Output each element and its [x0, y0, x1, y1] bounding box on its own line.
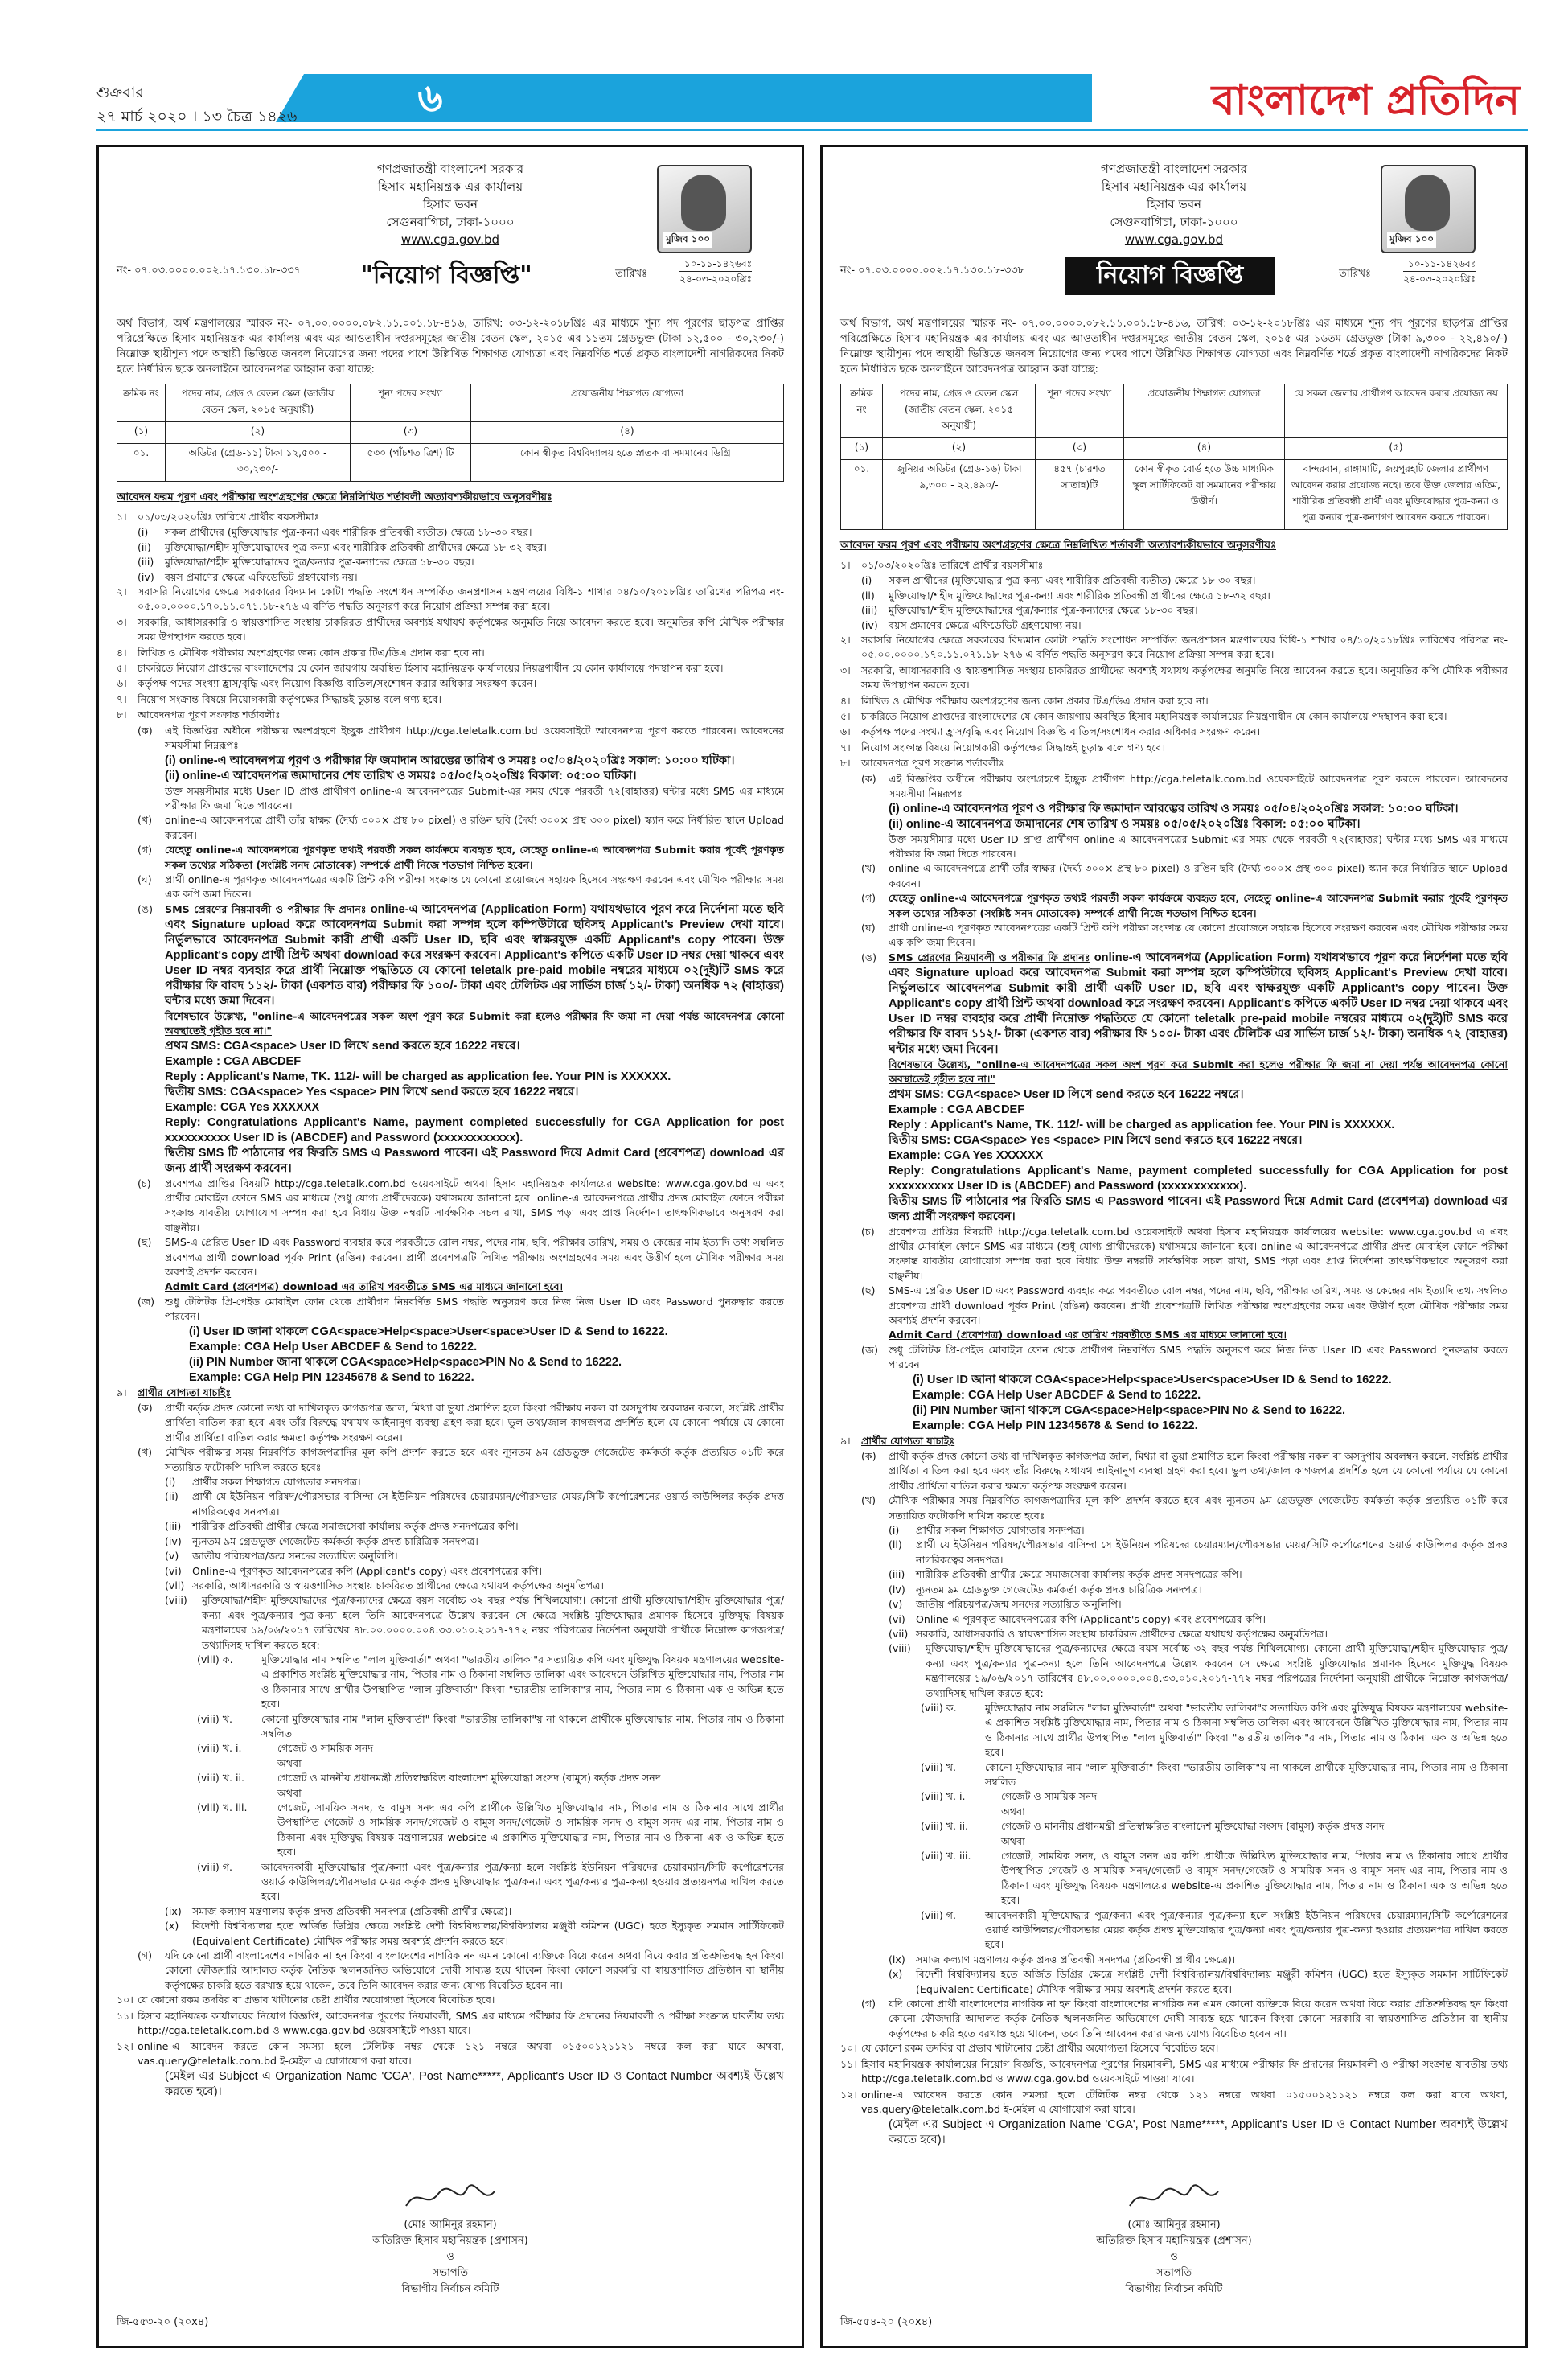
- date-bangla: ১০-১১-১৪২৬বঃ: [679, 257, 752, 272]
- list-item: (viii) খ. ii. গেজেট ও মাননীয় প্রধানমন্ত্রী প্রতিস্বাক্ষরিত বাংলাদেশ মুক্তিযোদ্ধা সংসদ (বামুস) কর্তৃক প্রদত্ত সনদ: [197, 1772, 661, 1785]
- list-item: (v) জাতীয় পরিচয়পত্র/জন্ম সনদের সত্যায়িত অনুলিপি।: [165, 1550, 398, 1563]
- memo-number: নং- ০৭.০৩.০০০০.০০২.১৭.১৩০.১৮-৩৩৮: [840, 265, 1025, 277]
- list-item: অথবা: [1001, 1834, 1025, 1847]
- office-name: হিসাব মহানিয়ন্ত্রক এর কার্যালয়: [1101, 179, 1247, 194]
- list-item: (ix) সমাজ কল্যাণ মন্ত্রণালয় কর্তৃক প্রদত্ত প্রতিবন্ধী সনদপত্র (প্রতিবন্ধী প্রার্থীর ক্ষেত্রে)।: [165, 1904, 512, 1917]
- table-header-row: [841, 384, 1508, 438]
- list-item: (ঘ) প্রার্থী online-এ পূরণকৃত আবেদনপত্রের একটি প্রিন্ট কপি পরীক্ষা সংক্রান্ত যে কোনো প্রয়োজনে সহায়ক হিসেবে সংরক্ষণ করবেন এবং মৌখিক পরীক্ষার সময় এক কপি জমা দিবেন।: [138, 873, 784, 901]
- conditions-list: [117, 510, 784, 2100]
- list-item: ১২। online-এ আবেদন করতে কোন সমস্যা হলে টেলিটক নম্বর থেকে ১২১ নম্বরে অথবা ০১৫০০১২১১২১ নম্বরে কল করা যাবে অথবা, vas.query@teletalk.com.bd ই-মেইল এ যোগাযোগ করা যাবে।: [840, 2088, 1508, 2115]
- sms-instruction: Example: CGA Yes XXXXXX: [889, 1148, 1044, 1162]
- list-item: (viii) খ. কোনো মুক্তিযোদ্ধার নাম "লাল মুক্তিবার্তা" কিংবা "ভারতীয় তালিকা"য় না থাকলে প্রার্থীকে মুক্তিযোদ্ধার নাম, পিতার নাম ও ঠিকানা সম্বলিত: [921, 1760, 1508, 1788]
- list-item: (viii) গ. আবেদনকারী মুক্তিযোদ্ধার পুত্র/কন্যা এবং পুত্র/কন্যার পুত্র/কন্যা হলে সংশ্লিষ্ট ইউনিয়ন পরিষদের চেয়ারম্যান/সিটি কর্পোরেশনের ওয়ার্ড কাউন্সিলর/পৌরসভার মেয়র কর্তৃক প্রদত্ত মুক্তিযোদ্ধার পুত্র/কন্যা এবং পুত্র/কন্যার পুত্র-কন্যা হওয়ার প্রত্যয়নপত্র দাখিল করতে হবে।: [197, 1860, 784, 1903]
- list-item: (ii) মুক্তিযোদ্ধা/শহীদ মুক্তিযোদ্ধাদের পুত্র-কন্যা এবং শারীরিক প্রতিবন্ধী প্রার্থীদের ক্ষেত্রে ১৮-৩২ বছর।: [861, 589, 1270, 602]
- table-index-row: [117, 422, 784, 444]
- list-item: ৩। সরকারি, আধাসরকারি ও স্বায়ত্তশাসিত সংস্থায় চাকরিরত প্রার্থীদের অবশ্যই যথাযথ কর্তৃপক্ষের অনুমতি নিয়ে আবেদন করতে হবে। অনুমতির কপি মৌখিক পরীক্ষার সময় উপস্থাপন করতে হবে।: [117, 615, 784, 643]
- list-item: (ii) online-এ আবেদনপত্র জমাদানের শেষ তারিখ ও সময়ঃ ০৫/০৫/২০২০খ্রিঃ বিকাল: ০৫:০০ ঘটিকা।: [165, 769, 637, 782]
- list-item: (vii) সরকারি, আধাসরকারি ও স্বায়ত্তশাসিত সংস্থায় চাকরিরত প্রার্থীদের ক্ষেত্রে যথাযথ কর্তৃপক্ষের অনুমতিপত্র।: [165, 1579, 604, 1592]
- list-item: (vi) Online-এ পূরণকৃত আবেদনপত্রের কপি (Applicant's copy) এবং প্রবেশপত্রের কপি।: [165, 1564, 543, 1577]
- office-website-link[interactable]: www.cga.gov.bd: [1124, 232, 1224, 247]
- list-item: (গ) যেহেতু online-এ আবেদনপত্রে পূরণকৃত তথ্যই পরবর্তী সকল কার্যক্রমে ব্যবহৃত হবে, সেহেতু online-এ আবেদনপত্র Submit করার পূর্বেই পূরণকৃত সকল তথ্যের সঠিকতা (সংশ্লিষ্ট সনদ মোতাবেক) সম্পর্কে প্রার্থী নিজে শতভাগ নিশ্চিত হবেন।: [138, 844, 784, 871]
- table-cell: অডিটর (গ্রেড-১১) টাকা ১২,৫০০ - ৩০,২৩০/-: [166, 444, 351, 482]
- table-index: (৪): [471, 422, 784, 444]
- list-item: (ঙ) SMS প্রেরণের নিয়মাবলী ও পরীক্ষার ফি প্রদানঃ online-এ আবেদনপত্র (Application Form) যথাযথভাবে পূরণ করে নির্দেশনা মতে ছবি এবং Signature upload করে আবেদনপত্র Submit করা সম্পন্ন হলে কম্পিউটারে ছবিসহ Applicant's Preview দেখা যাবে। নির্ভুলভাবে আবেদনপত্র Submit কারী প্রার্থী একটি User ID, ছবি এবং স্বাক্ষরযুক্ত একটি Applicant's copy পাবেন। উক্ত Applicant's copy প্রার্থী প্রিন্ট অথবা download করে সংরক্ষণ করবেন। Applicant's কপিতে একটি User ID নম্বর দেয়া থাকবে এবং User ID নম্বর ব্যবহার করে প্রার্থী নিম্নোক্ত পদ্ধতিতে যে কোনো teletalk pre-paid mobile নম্বরের মাধ্যমে ০২(দুই)টি SMS করে পরীক্ষার ফি বাবদ ১১২/- টাকা (একশত বার) পরীক্ষার ফি ১০০/- টাকা এবং টেলিটক এর সার্ভিস চার্জ ১২/- টাকা) অনধিক ৭২ (বাহাত্তর) ঘন্টার মধ্যে জমা দিবেন।: [861, 951, 1508, 1056]
- list-item: Admit Card (প্রবেশপত্র) download এর তারিখ পরবর্তীতে SMS এর মাধ্যমে জানানো হবে।: [889, 1329, 1287, 1341]
- date-gregorian: ২৪-০৩-২০২০খ্রিঃ: [1403, 273, 1476, 285]
- date-bangla: ১০-১১-১৪২৬বঃ: [1403, 257, 1476, 272]
- list-item: ১। ০১/০৩/২০২০খ্রিঃ তারিখে প্রার্থীর বয়সসীমাঃ: [840, 559, 1044, 571]
- office-website-link[interactable]: www.cga.gov.bd: [400, 232, 500, 247]
- posts-table: [840, 384, 1508, 530]
- sms-instruction: (i) User ID জানা থাকলে CGA<space>Help<space>User<space>User ID & Send to 16222.: [189, 1325, 668, 1338]
- list-item: ২। সরাসরি নিয়োগের ক্ষেত্রে সরকারের বিদ্যমান কোটা পদ্ধতি সংশোধন সম্পর্কিত জনপ্রশাসন মন্ত্রণালয়ের বিধি-১ শাখার ০৪/১০/২০১৮খ্রিঃ তারিখের পরিপত্র নং- ০৫.০০.০০০০.১৭০.১১.০৭১.১৮-২৭৬ এ বর্ণিত পদ্ধতি অনুসরণ করে নিয়োগ প্রক্রিয়া সম্পন্ন করা হবে।: [840, 634, 1508, 661]
- list-item: (viii) খ. i. গেজেট ও সাময়িক সনদ: [197, 1742, 374, 1755]
- list-item: ৭। নিয়োগ সংক্রান্ত বিষয়ে নিয়োগকারী কর্তৃপক্ষের সিদ্ধান্তই চূড়ান্ত বলে গণ্য হবে।: [840, 741, 1165, 754]
- list-item: (গ) যেহেতু online-এ আবেদনপত্রে পূরণকৃত তথ্যই পরবর্তী সকল কার্যক্রমে ব্যবহৃত হবে, সেহেতু online-এ আবেদনপত্র Submit করার পূর্বেই পূরণকৃত সকল তথ্যের সঠিকতা (সংশ্লিষ্ট সনদ মোতাবেক) সম্পর্কে প্রার্থী নিজে শতভাগ নিশ্চিত হবেন।: [861, 892, 1508, 919]
- list-item: ৮। আবেদনপত্র পূরণ সংক্রান্ত শর্তাবলীঃ: [117, 709, 281, 721]
- list-item: (জ) শুধু টেলিটক প্রি-পেইড মোবাইল ফোন থেকে প্রার্থীগণ নিম্নবর্ণিত SMS পদ্ধতি অনুসরণ করে নিজ নিজ User ID এবং Password পুনরুদ্ধার করতে পারবেন।: [138, 1295, 784, 1323]
- sms-instruction: (ii) PIN Number জানা থাকলে CGA<space>Help<space>PIN No & Send to 16222.: [913, 1403, 1346, 1417]
- list-item: (গ) যদি কোনো প্রার্থী বাংলাদেশের নাগরিক না হন কিংবা বাংলাদেশের নাগরিক নন এমন কোনো ব্যক্তিকে বিয়ে করেন অথবা বিয়ে করার প্রতিশ্রুতিবদ্ধ হন কিংবা কোনো ফৌজদারি আদালত কর্তৃক নৈতিক স্খলনজনিত অভিযোগে দোষী সাব্যস্ত হয়ে থাকেন কিংবা কোনো সরকারি বা স্বায়ত্তশাসিত প্রতিষ্ঠান বা স্থানীয় কর্তৃপক্ষের চাকরি হতে বরখাস্ত হয়ে থাকেন, তবে তিনি আবেদন করার জন্য যোগ্য বিবেচিত হবেন না।: [138, 1949, 784, 1991]
- date-label: তারিখঃ: [615, 268, 647, 280]
- sms-instruction: Example : CGA ABCDEF: [889, 1103, 1025, 1116]
- sms-instruction: Reply : Applicant's Name, TK. 112/- will be charged as application fee. Your PIN is XXXXXX.: [165, 1070, 671, 1083]
- list-item: ২। সরাসরি নিয়োগের ক্ষেত্রে সরকারের বিদ্যমান কোটা পদ্ধতি সংশোধন সম্পর্কিত জনপ্রশাসন মন্ত্রণালয়ের বিধি-১ শাখার ০৪/১০/২০১৮খ্রিঃ তারিখের পরিপত্র নং- ০৫.০০.০০০০.১৭০.১১.০৭১.১৮-২৭৬ এ বর্ণিত পদ্ধতি অনুসরণ করে নিয়োগ প্রক্রিয়া সম্পন্ন করা হবে।: [117, 585, 784, 613]
- list-item: (ক) প্রার্থী কর্তৃক প্রদত্ত কোনো তথ্য বা দাখিলকৃত কাগজপত্র জাল, মিথ্যা বা ভুয়া প্রমাণিত হলে কিংবা পরীক্ষায় নকল বা অসদুপায় অবলম্বন করলে, সংশ্লিষ্ট প্রার্থীর প্রার্থিতা বাতিল করা হবে এবং তাঁর বিরুদ্ধে যথাযথ আইনানুগ ব্যবস্থা গ্রহণ করা হবে। ভুল তথ্য/জাল কাগজপত্র প্রদর্শিত হলে যে কোনো পর্যায়ে যে কোনো প্রার্থীর প্রার্থিতা বাতিল করার ক্ষমতা কর্তৃপক্ষ সংরক্ষণ করেন।: [138, 1402, 784, 1444]
- list-item: (vii) সরকারি, আধাসরকারি ও স্বায়ত্তশাসিত সংস্থায় চাকরিরত প্রার্থীদের ক্ষেত্রে যথাযথ কর্তৃপক্ষের অনুমতিপত্র।: [889, 1627, 1328, 1640]
- signatory-committee: বিভাগীয় নির্বাচন কমিটি: [401, 2283, 499, 2295]
- office-location: সেগুনবাগিচা, ঢাকা-১০০০: [1110, 215, 1238, 229]
- table-cell: ০১.: [841, 460, 883, 530]
- list-item: (মেইল এর Subject এ Organization Name 'CGA', Post Name*****, Applicant's User ID ও Contact Number অবশ্যই উল্লেখ করতে হবে)।: [889, 2118, 1508, 2147]
- signature-block: [823, 2182, 1525, 2298]
- table-index: (৫): [1285, 438, 1508, 460]
- govt-name: গণপ্রজাতন্ত্রী বাংলাদেশ সরকার: [376, 162, 524, 176]
- list-item: ৭। নিয়োগ সংক্রান্ত বিষয়ে নিয়োগকারী কর্তৃপক্ষের সিদ্ধান্তই চূড়ান্ত বলে গণ্য হবে।: [117, 692, 441, 705]
- list-item: (viii) খ. কোনো মুক্তিযোদ্ধার নাম "লাল মুক্তিবার্তা" কিংবা "ভারতীয় তালিকা"য় না থাকলে প্রার্থীকে মুক্তিযোদ্ধার নাম, পিতার নাম ও ঠিকানা সম্বলিত: [197, 1712, 784, 1739]
- list-item: (x) বিদেশী বিশ্ববিদ্যালয় হতে অর্জিত ডিগ্রির ক্ষেত্রে সংশ্লিষ্ট দেশী বিশ্ববিদ্যালয়/বিশ্ববিদ্যালয় মঞ্জুরী কমিশন (UGC) হতে ইস্যুকৃত সমমান সার্টিফিকেট (Equivalent Certificate) মৌখিক পরীক্ষার সময় অবশ্যই প্রদর্শন করতে হবে।: [165, 1920, 784, 1947]
- sms-instruction: প্রথম SMS: CGA<space> User ID লিখে send করতে হবে 16222 নম্বরে।: [889, 1087, 1244, 1101]
- mujib-100-portrait: [657, 165, 752, 253]
- list-item: ১০। যে কোনো রকম তদবির বা প্রভাব খাটানোর চেষ্টা প্রার্থীর অযোগ্যতা হিসেবে বিবেচিত হবে।: [117, 1994, 495, 2006]
- table-cell: ০১.: [117, 444, 166, 482]
- table-header: পদের নাম, গ্রেড ও বেতন স্কেল (জাতীয় বেতন স্কেল, ২০১৫ অনুযায়ী): [883, 384, 1036, 438]
- list-item: ৬। কর্তৃপক্ষ পদের সংখ্যা হ্রাস/বৃদ্ধি এবং নিয়োগ বিজ্ঞপ্তি বাতিল/সংশোধন করার অধিকার সংরক্ষণ করেন।: [840, 725, 1261, 738]
- list-item: (ঙ) SMS প্রেরণের নিয়মাবলী ও পরীক্ষার ফি প্রদানঃ online-এ আবেদনপত্র (Application Form) যথাযথভাবে পূরণ করে নির্দেশনা মতে ছবি এবং Signature upload করে আবেদনপত্র Submit করা সম্পন্ন হলে কম্পিউটারে ছবিসহ Applicant's Preview দেখা যাবে। নির্ভুলভাবে আবেদনপত্র Submit কারী প্রার্থী একটি User ID, ছবি এবং স্বাক্ষরযুক্ত একটি Applicant's copy পাবেন। উক্ত Applicant's copy প্রার্থী প্রিন্ট অথবা download করে সংরক্ষণ করবেন। Applicant's কপিতে একটি User ID নম্বর দেয়া থাকবে এবং User ID নম্বর ব্যবহার করে প্রার্থী নিম্নোক্ত পদ্ধতিতে যে কোনো teletalk pre-paid mobile নম্বরের মাধ্যমে ০২(দুই)টি SMS করে পরীক্ষার ফি বাবদ ১১২/- টাকা (একশত বার) পরীক্ষার ফি ১০০/- টাকা এবং টেলিটক এর সার্ভিস চার্জ ১২/- টাকা) অনধিক ৭২ (বাহাত্তর) ঘন্টার মধ্যে জমা দিবেন।: [138, 902, 784, 1008]
- memo-number: নং- ০৭.০৩.০০০০.০০২.১৭.১৩০.১৮-৩৩৭: [117, 265, 302, 277]
- signature-image: [1126, 2182, 1222, 2214]
- list-item: (i) online-এ আবেদনপত্র পূরণ ও পরীক্ষার ফি জমাদান আরম্ভের তারিখ ও সময়ঃ ০৫/০৪/২০২০খ্রিঃ সকাল: ১০:০০ ঘটিকা।: [889, 802, 1459, 815]
- list-item: ১। ০১/০৩/২০২০খ্রিঃ তারিখে প্রার্থীর বয়সসীমাঃ: [117, 511, 320, 523]
- table-cell: জুনিয়র অডিটর (গ্রেড-১৬) টাকা ৯,৩০০ - ২২,৪৯০/-: [883, 460, 1036, 530]
- list-item: (i) online-এ আবেদনপত্র পূরণ ও পরীক্ষার ফি জমাদান আরম্ভের তারিখ ও সময়ঃ ০৫/০৪/২০২০খ্রিঃ সকাল: ১০:০০ ঘটিকা।: [165, 754, 735, 767]
- signature-block: [99, 2182, 802, 2298]
- sms-instruction: Example: CGA Help User ABCDEF & Send to 16222.: [913, 1388, 1201, 1402]
- signatory-and: ও: [446, 2251, 454, 2263]
- list-item: অথবা: [277, 1786, 302, 1799]
- sms-instruction: প্রথম SMS: CGA<space> User ID লিখে send করতে হবে 16222 নম্বরে।: [165, 1039, 520, 1053]
- ad-intro: অর্থ বিভাগ, অর্থ মন্ত্রণালয়ের স্মারক নং- ০৭.০০.০০০০.০৮২.১১.০০১.১৮-৪১৬, তারিখ: ০৩-১২-২০১৮খ্রিঃ এর মাধ্যমে শূন্য পদ পূরণের ছাড়পত্র প্রাপ্তির পরিপ্রেক্ষিতে হিসাব মহানিয়ন্ত্রক এর কার্যালয় এবং এর আওতাধীন দপ্তরসমূহের জাতীয় বেতন স্কেল, ২০১৫ এর ১১তম গ্রেডভুক্ত (টাকা ১২,৫০০ - ৩০,২৩০/-) নিম্নোক্ত স্থায়ীশূন্য পদে অস্থায়ী ভিত্তিতে জনবল নিয়োগের জন্য পদের পাশে উল্লিখিত শিক্ষাগত যোগ্যতা এবং নিম্নবর্ণিত শর্তে প্রকৃত বাংলাদেশী নাগরিকদের নিকট হতে নির্ধারিত ছকে অনলাইনে আবেদনপত্র আহ্বান করা যাচ্ছে:: [117, 318, 784, 376]
- sms-instruction: (i) User ID জানা থাকলে CGA<space>Help<space>User<space>User ID & Send to 16222.: [913, 1373, 1392, 1386]
- list-item: ৯। প্রার্থীর যোগ্যতা যাচাইঃ: [117, 1386, 232, 1399]
- posts-table: [117, 384, 784, 482]
- ad-intro: অর্থ বিভাগ, অর্থ মন্ত্রণালয়ের স্মারক নং- ০৭.০০.০০০০.০৮২.১১.০০১.১৮-৪১৬, তারিখ: ০৩-১২-২০১৮খ্রিঃ এর মাধ্যমে শূন্য পদ পূরণের ছাড়পত্র প্রাপ্তির পরিপ্রেক্ষিতে হিসাব মহানিয়ন্ত্রক এর কার্যালয় এবং এর আওতাধীন দপ্তরসমূহের জাতীয় বেতন স্কেল, ২০১৫ এর ১৬তম গ্রেডভুক্ত (টাকা ৯,৩০০ - ২২,৪৯০/-) নিম্নোক্ত স্থায়ীশূন্য পদে অস্থায়ী ভিত্তিতে জনবল নিয়োগের জন্য পদের পাশে উল্লিখিত শিক্ষাগত যোগ্যতা এবং নিম্নবর্ণিত শর্তে প্রকৃত বাংলাদেশী নাগরিকদের নিকট হতে নির্ধারিত ছকে অনলাইনে আবেদনপত্র আহ্বান করা যাচ্ছে:: [840, 318, 1508, 376]
- masthead-divider: [96, 129, 1528, 131]
- table-index: (১): [117, 422, 166, 444]
- list-item: (ক) এই বিজ্ঞপ্তির অধীনে পরীক্ষায় অংশগ্রহণে ইচ্ছুক প্রার্থীগণ http://cga.teletalk.com.bd ওয়েবসাইটে আবেদনপত্র পূরণ করতে পারবেন। আবেদনের সময়সীমা নিম্নরূপঃ: [861, 772, 1508, 800]
- table-header: ক্রমিক নং: [841, 384, 883, 438]
- table-cell: কোন স্বীকৃত বোর্ড হতে উচ্চ মাধ্যমিক স্কুল সার্টিফিকেট বা সমমানের পরীক্ষায় উত্তীর্ণ।: [1124, 460, 1285, 530]
- sms-instruction: Example: CGA Help User ABCDEF & Send to 16222.: [189, 1340, 478, 1353]
- list-item: (চ) প্রবেশপত্র প্রাপ্তির বিষয়টি http://cga.teletalk.com.bd ওয়েবসাইটে অথবা হিসাব মহানিয়ন্ত্রক কার্যালয়ের website: www.cga.gov.bd এ এবং প্রার্থীর মোবাইল ফোনে SMS এর মাধ্যমে (শুধু যোগ্য প্রার্থীদেরকে) যথাসময়ে জানানো হবে। online-এ আবেদনপত্রে প্রার্থীর প্রদত্ত মোবাইল ফোনে পরীক্ষা সংক্রান্ত যাবতীয় যোগাযোগ সম্পন্ন করা হবে বিধায় উক্ত নম্বরটি সার্বক্ষণিক সচল রাখা, SMS পড়া এবং প্রাপ্ত নির্দেশনা তাৎক্ষণিকভাবে অনুসরণ করা বাঞ্ছনীয়।: [861, 1225, 1508, 1282]
- date-gregorian: ২৪-০৩-২০২০খ্রিঃ: [679, 273, 752, 285]
- masthead-date-block: [96, 80, 297, 129]
- sms-instruction: Example: CGA Help PIN 12345678 & Send to 16222.: [913, 1419, 1198, 1432]
- list-item: (গ) যদি কোনো প্রার্থী বাংলাদেশের নাগরিক না হন কিংবা বাংলাদেশের নাগরিক নন এমন কোনো ব্যক্তিকে বিয়ে করেন অথবা বিয়ে করার প্রতিশ্রুতিবদ্ধ হন কিংবা কোনো ফৌজদারি আদালত কর্তৃক নৈতিক স্খলনজনিত অভিযোগে দোষী সাব্যস্ত হয়ে থাকেন কিংবা কোনো সরকারি বা স্বায়ত্তশাসিত প্রতিষ্ঠান বা স্থানীয় কর্তৃপক্ষের চাকরি হতে বরখাস্ত হয়ে থাকেন, তবে তিনি আবেদন করার জন্য যোগ্য বিবেচিত হবেন না।: [861, 1998, 1508, 2039]
- list-item: (ঘ) প্রার্থী online-এ পূরণকৃত আবেদনপত্রের একটি প্রিন্ট কপি পরীক্ষা সংক্রান্ত যে কোনো প্রয়োজনে সহায়ক হিসেবে সংরক্ষণ করবেন এবং মৌখিক পরীক্ষার সময় এক কপি জমা দিবেন।: [861, 921, 1508, 949]
- list-item: (viii) গ. আবেদনকারী মুক্তিযোদ্ধার পুত্র/কন্যা এবং পুত্র/কন্যার পুত্র/কন্যা হলে সংশ্লিষ্ট ইউনিয়ন পরিষদের চেয়ারম্যান/সিটি কর্পোরেশনের ওয়ার্ড কাউন্সিলর/পৌরসভার মেয়র কর্তৃক প্রদত্ত মুক্তিযোদ্ধার পুত্র/কন্যা এবং পুত্র/কন্যার পুত্র-কন্যা হওয়ার প্রত্যয়নপত্র দাখিল করতে হবে।: [921, 1908, 1508, 1951]
- conditions-title: আবেদন ফরম পূরণ এবং পরীক্ষায় অংশগ্রহণের ক্ষেত্রে নিম্নলিখিত শর্তাবলী অত্যাবশ্যকীয়ভাবে অনুসরণীয়ঃ: [117, 491, 552, 503]
- job-advertisement-auditor: [96, 145, 804, 2348]
- list-item: (খ) online-এ আবেদনপত্রে প্রার্থী তাঁর স্বাক্ষর (দৈর্ঘ্য ৩০০× প্রস্থ ৮০ pixel) ও রঙিন ছবি (দৈর্ঘ্য ৩০০× প্রস্থ ৩০০ pixel) স্ক্যান করে নির্ধারিত স্থানে Upload করবেন।: [861, 862, 1508, 889]
- table-row: [841, 460, 1508, 530]
- list-item: (iii) মুক্তিযোদ্ধা/শহীদ মুক্তিযোদ্ধাদের পুত্র/কন্যার পুত্র-কন্যাদের ক্ষেত্রে ১৮-৩০ বছর।: [138, 556, 474, 569]
- list-item: (viii) খ. iii. গেজেট, সাময়িক সনদ, ও বামুস সনদ এর কপি প্রার্থীকে উল্লিখিত মুক্তিযোদ্ধার নাম, পিতার নাম ও ঠিকানার সাথে প্রার্থীর উপস্থাপিত গেজেট ও সাময়িক সনদ/গেজেট ও বামুস সনদ/গেজেট ও সাময়িক সনদ ও বামুস সনদ এর নাম, পিতার নাম ও ঠিকানা এবং মুক্তিযুদ্ধ বিষয়ক মন্ত্রণালয়ের website-এ প্রকাশিত মুক্তিযোদ্ধার নাম, পিতার নাম ও ঠিকানা এক ও অভিন্ন হতে হবে।: [921, 1850, 1508, 1907]
- table-cell: বান্দরবান, রাঙ্গামাটি, জয়পুরহাট জেলার প্রার্থীগণ আবেদন করার প্রযোজ্য নহে। তবে উক্ত জেলার এতিম, শারীরিক প্রতিবন্ধী প্রার্থী এবং মুক্তিযোদ্ধার পুত্র-কন্যা ও পুত্র কন্যার পুত্র-কন্যাগণ আবেদন করতে পারবেন।: [1285, 460, 1508, 530]
- newspaper-masthead: [0, 0, 1568, 129]
- ad-code: জি-৫৫৪-২০ (২০x৪): [840, 2316, 933, 2328]
- list-item: ১১। হিসাব মহানিয়ন্ত্রক কার্যালয়ের নিয়োগ বিজ্ঞপ্তি, আবেদনপত্র পূরণের নিয়মাবলী, SMS এর মাধ্যমে পরীক্ষার ফি প্রদানের নিয়মাবলী ও পরীক্ষা সংক্রান্ত যাবতীয় তথ্য http://cga.teletalk.com.bd ও www.cga.gov.bd ওয়েবসাইটে পাওয়া যাবে।: [117, 2009, 784, 2037]
- table-header: প্রয়োজনীয় শিক্ষাগত যোগ্যতা: [471, 384, 784, 422]
- table-index: (৩): [351, 422, 471, 444]
- list-item: (v) জাতীয় পরিচয়পত্র/জন্ম সনদের সত্যায়িত অনুলিপি।: [889, 1598, 1122, 1611]
- table-cell: কোন স্বীকৃত বিশ্ববিদ্যালয় হতে স্নাতক বা সমমানের ডিগ্রি।: [471, 444, 784, 482]
- list-item: অথবা: [277, 1756, 302, 1769]
- masthead-date: ২৭ মার্চ ২০২০ । ১৩ চৈত্র ১৪২৬: [96, 108, 298, 125]
- sms-instruction: দ্বিতীয় SMS টি পাঠানোর পর ফিরতি SMS এ Password পাবেন। এই Password দিয়ে Admit Card (প্রবেশপত্র) download এর জন্য প্রার্থী সংরক্ষণ করবেন।: [889, 1194, 1508, 1223]
- sms-instruction: দ্বিতীয় SMS: CGA<space> Yes <space> PIN লিখে send করতে হবে 16222 নম্বরে।: [165, 1085, 579, 1099]
- list-item: (খ) মৌখিক পরীক্ষার সময় নিম্নবর্ণিত কাগজপত্রাদির মূল কপি প্রদর্শন করতে হবে এবং ন্যূনতম ৯ম গ্রেডভুক্ত গেজেটেড কর্মকর্তা কর্তৃক প্রত্যয়িত ০১টি করে সত্যায়িত ফটোকপি দাখিল করতে হবেঃ: [138, 1446, 784, 1473]
- signatory-name: (মোঃ আমিনুর রহমান): [1127, 2219, 1221, 2231]
- signatory-designation: অতিরিক্ত হিসাব মহানিয়ন্ত্রক (প্রশাসন): [372, 2235, 528, 2247]
- page-number: ৬: [417, 76, 443, 121]
- table-header: পদের নাম, গ্রেড ও বেতন স্কেল (জাতীয় বেতন স্কেল, ২০১৫ অনুযায়ী): [166, 384, 351, 422]
- sms-instruction: Reply: Congratulations Applicant's Name, payment completed successfully for CGA Application for post xxxxxxxxxx User ID is (ABCDEF) and Password (xxxxxxxxxxxx).: [165, 1115, 784, 1144]
- table-index: (২): [883, 438, 1036, 460]
- list-item: Admit Card (প্রবেশপত্র) download এর তারিখ পরবর্তীতে SMS এর মাধ্যমে জানানো হবে।: [165, 1280, 563, 1293]
- table-header: প্রয়োজনীয় শিক্ষাগত যোগ্যতা: [1124, 384, 1285, 438]
- ad-header: [840, 160, 1508, 313]
- ad-title: "নিয়োগ বিজ্ঞপ্তি": [360, 261, 532, 290]
- list-item: (i) সকল প্রার্থীদের (মুক্তিযোদ্ধার পুত্র-কন্যা এবং শারীরিক প্রতিবন্ধী ব্যতীত) ক্ষেত্রে ১৮-৩০ বছর।: [861, 574, 1256, 587]
- ad-dates: [1403, 257, 1476, 286]
- sms-instruction: (ii) PIN Number জানা থাকলে CGA<space>Help<space>PIN No & Send to 16222.: [189, 1355, 622, 1369]
- signatory-committee: বিভাগীয় নির্বাচন কমিটি: [1125, 2283, 1223, 2295]
- table-index-row: [841, 438, 1508, 460]
- govt-name: গণপ্রজাতন্ত্রী বাংলাদেশ সরকার: [1100, 162, 1248, 176]
- sms-instruction: Example: CGA Help PIN 12345678 & Send to 16222.: [189, 1370, 474, 1384]
- list-item: (ix) সমাজ কল্যাণ মন্ত্রণালয় কর্তৃক প্রদত্ত প্রতিবন্ধী সনদপত্র (প্রতিবন্ধী প্রার্থীর ক্ষেত্রে)।: [889, 1953, 1236, 1965]
- list-item: (iii) মুক্তিযোদ্ধা/শহীদ মুক্তিযোদ্ধাদের পুত্র/কন্যার পুত্র-কন্যাদের ক্ষেত্রে ১৮-৩০ বছর।: [861, 604, 1198, 617]
- sms-rules-heading: SMS প্রেরণের নিয়মাবলী ও পরীক্ষার ফি প্রদানঃ: [165, 902, 367, 915]
- sms-instruction: Reply: Congratulations Applicant's Name, payment completed successfully for CGA Application for post xxxxxxxxxx User ID is (ABCDEF) and Password (xxxxxxxxxxxx).: [889, 1164, 1508, 1193]
- newspaper-logo: বাংলাদেশ প্রতিদিন: [1211, 76, 1520, 125]
- portrait-figure: [1405, 175, 1450, 231]
- signatory-name: (মোঃ আমিনুর রহমান): [404, 2219, 497, 2231]
- table-index: (২): [166, 422, 351, 444]
- list-item: (viii) মুক্তিযোদ্ধা/শহীদ মুক্তিযোদ্ধাদের পুত্র/কন্যাদের ক্ষেত্রে বয়স সর্বোচ্চ ৩২ বছর পর্যন্ত শিথিলযোগ্য। কোনো প্রার্থী মুক্তিযোদ্ধা/শহীদ মুক্তিযোদ্ধার পুত্র/কন্যা এবং পুত্র/কন্যার পুত্র-কন্যা হলে তিনি আবেদনপত্রে উল্লেখ করবেন সে ক্ষেত্রে সংশ্লিষ্ট মুক্তিযোদ্ধার প্রমাণক হিসেবে মুক্তিযুদ্ধ বিষয়ক মন্ত্রণালয়ের ১৯/০৬/২০১৭ তারিখের ৪৮.০০.০০০০.০০৪.৩৩.০১০.২০১৭-৭৭২ নম্বর পরিপত্রের নির্দেশনা অনুযায়ী প্রার্থীকে নিম্নোক্ত কাগজপত্র/তথ্যাদিসহ দাখিল করতে হবে:: [165, 1594, 784, 1651]
- list-item: ১০। যে কোনো রকম তদবির বা প্রভাব খাটানোর চেষ্টা প্রার্থীর অযোগ্যতা হিসেবে বিবেচিত হবে।: [840, 2042, 1219, 2055]
- list-item: (iv) ন্যূনতম ৯ম গ্রেডভুক্ত গেজেটেড কর্মকর্তা কর্তৃক প্রদত্ত চারিত্রিক সনদপত্র।: [165, 1534, 478, 1547]
- list-item: বিশেষভাবে উল্লেখ্য, "online-এ আবেদনপত্রের সকল অংশ পূরণ করে Submit করা হলেও পরীক্ষার ফি জমা না দেয়া পর্যন্ত আবেদনপত্র কোনো অবস্থাতেই গৃহীত হবে না।": [889, 1058, 1508, 1086]
- table-row: [117, 444, 784, 482]
- signatory-designation: অতিরিক্ত হিসাব মহানিয়ন্ত্রক (প্রশাসন): [1096, 2235, 1252, 2247]
- office-location: সেগুনবাগিচা, ঢাকা-১০০০: [386, 215, 515, 229]
- table-header: যে সকল জেলার প্রার্থীগণ আবেদন করার প্রযোজ্য নয়: [1285, 384, 1508, 438]
- mujib-100-caption: মুজিব ১০০: [1387, 232, 1436, 248]
- sms-instruction: Example : CGA ABCDEF: [165, 1054, 302, 1068]
- list-item: (iv) ন্যূনতম ৯ম গ্রেডভুক্ত গেজেটেড কর্মকর্তা কর্তৃক প্রদত্ত চারিত্রিক সনদপত্র।: [889, 1583, 1202, 1596]
- conditions-title: আবেদন ফরম পূরণ এবং পরীক্ষায় অংশগ্রহণের ক্ষেত্রে নিম্নলিখিত শর্তাবলী অত্যাবশ্যকীয়ভাবে অনুসরণীয়ঃ: [840, 540, 1276, 552]
- list-item: (ii) প্রার্থী যে ইউনিয়ন পরিষদ/পৌরসভার বাসিন্দা সে ইউনিয়ন পরিষদের চেয়ারম্যান/পৌরসভার মেয়র/সিটি কর্পোরেশনের ওয়ার্ড কাউন্সিলর কর্তৃক প্রদত্ত নাগরিকত্বের সনদপত্র।: [165, 1490, 784, 1518]
- list-item: ১১। হিসাব মহানিয়ন্ত্রক কার্যালয়ের নিয়োগ বিজ্ঞপ্তি, আবেদনপত্র পূরণের নিয়মাবলী, SMS এর মাধ্যমে পরীক্ষার ফি প্রদানের নিয়মাবলী ও পরীক্ষা সংক্রান্ত যাবতীয় তথ্য http://cga.teletalk.com.bd ও www.cga.gov.bd ওয়েবসাইটে পাওয়া যাবে।: [840, 2057, 1508, 2085]
- list-item: (মেইল এর Subject এ Organization Name 'CGA', Post Name*****, Applicant's User ID ও Contact Number অবশ্যই উল্লেখ করতে হবে)।: [165, 2070, 784, 2099]
- list-item: (i) প্রার্থীর সকল শিক্ষাগত যোগ্যতার সনদপত্র।: [889, 1524, 1085, 1537]
- table-index: (৩): [1036, 438, 1124, 460]
- sms-rules-heading: SMS প্রেরণের নিয়মাবলী ও পরীক্ষার ফি প্রদানঃ: [889, 951, 1090, 963]
- ad-code: জি-৫৫৩-২০ (২০x৪): [117, 2316, 209, 2328]
- list-item: উক্ত সময়সীমার মধ্যে User ID প্রাপ্ত প্রার্থীগণ online-এ আবেদনপত্রের Submit-এর সময় থেকে পরবর্তী ৭২(বাহাত্তর) ঘন্টার মধ্যে SMS এর মাধ্যমে পরীক্ষার ফি জমা দিতে পারবেন।: [889, 832, 1508, 860]
- list-item: (x) বিদেশী বিশ্ববিদ্যালয় হতে অর্জিত ডিগ্রির ক্ষেত্রে সংশ্লিষ্ট দেশী বিশ্ববিদ্যালয়/বিশ্ববিদ্যালয় মঞ্জুরী কমিশন (UGC) হতে ইস্যুকৃত সমমান সার্টিফিকেট (Equivalent Certificate) মৌখিক পরীক্ষার সময় অবশ্যই প্রদর্শন করতে হবে।: [889, 1968, 1508, 1995]
- ad-title: নিয়োগ বিজ্ঞপ্তি: [1065, 257, 1275, 295]
- list-item: (i) প্রার্থীর সকল শিক্ষাগত যোগ্যতার সনদপত্র।: [165, 1476, 361, 1489]
- list-item: (চ) প্রবেশপত্র প্রাপ্তির বিষয়টি http://cga.teletalk.com.bd ওয়েবসাইটে অথবা হিসাব মহানিয়ন্ত্রক কার্যালয়ের website: www.cga.gov.bd এ এবং প্রার্থীর মোবাইল ফোনে SMS এর মাধ্যমে (শুধু যোগ্য প্রার্থীদেরকে) যথাসময়ে জানানো হবে। online-এ আবেদনপত্রে প্রার্থীর প্রদত্ত মোবাইল ফোনে পরীক্ষা সংক্রান্ত যাবতীয় যোগাযোগ সম্পন্ন করা হবে বিধায় উক্ত নম্বরটি সার্বক্ষণিক সচল রাখা, SMS পড়া এবং প্রাপ্ত নির্দেশনা তাৎক্ষণিকভাবে অনুসরণ করা বাঞ্ছনীয়।: [138, 1177, 784, 1234]
- list-item: (vi) Online-এ পূরণকৃত আবেদনপত্রের কপি (Applicant's copy) এবং প্রবেশপত্রের কপি।: [889, 1612, 1266, 1625]
- job-advertisement-junior-auditor: [820, 145, 1528, 2348]
- sms-instruction: দ্বিতীয় SMS টি পাঠানোর পর ফিরতি SMS এ Password পাবেন। এই Password দিয়ে Admit Card (প্রবেশপত্র) download এর জন্য প্রার্থী সংরক্ষণ করবেন।: [165, 1146, 784, 1175]
- list-item: (ii) online-এ আবেদনপত্র জমাদানের শেষ তারিখ ও সময়ঃ ০৫/০৫/২০২০খ্রিঃ বিকাল: ০৫:০০ ঘটিকা।: [889, 817, 1361, 831]
- list-item: (iii) শারীরিক প্রতিবন্ধী প্রার্থীর ক্ষেত্রে সমাজসেবা কার্যালয় কর্তৃক প্রদত্ত সনদপত্রের কপি।: [889, 1568, 1242, 1581]
- list-item: (i) সকল প্রার্থীদের (মুক্তিযোদ্ধার পুত্র-কন্যা এবং শারীরিক প্রতিবন্ধী ব্যতীত) ক্ষেত্রে ১৮-৩০ বছর।: [138, 526, 532, 539]
- list-item: ৫। চাকরিতে নিয়োগ প্রাপ্তদের বাংলাদেশের যে কোন জায়গায় অবস্থিত হিসাব মহানিয়ন্ত্রক কার্যালয়ের নিয়ন্ত্রণাধীন যে কোন কার্যালয়ে পদস্থাপন করা হবে।: [840, 710, 1447, 723]
- signatory-role: সভাপতি: [1155, 2267, 1192, 2279]
- signatory-and: ও: [1170, 2251, 1178, 2263]
- table-header: শূন্য পদের সংখ্যা: [351, 384, 471, 422]
- building-name: হিসাব ভবন: [1146, 197, 1202, 212]
- list-item: (ক) এই বিজ্ঞপ্তির অধীনে পরীক্ষায় অংশগ্রহণে ইচ্ছুক প্রার্থীগণ http://cga.teletalk.com.bd ওয়েবসাইটে আবেদনপত্র পূরণ করতে পারবেন। আবেদনের সময়সীমা নিম্নরূপঃ: [138, 724, 784, 752]
- list-item: (viii) খ. i. গেজেট ও সাময়িক সনদ: [921, 1790, 1098, 1803]
- list-item: (viii) ক. মুক্তিযোদ্ধার নাম সম্বলিত "লাল মুক্তিবার্তা" অথবা "ভারতীয় তালিকা"র সত্যায়িত কপি এবং মুক্তিযুদ্ধ বিষয়ক মন্ত্রণালয়ের website-এ প্রকাশিত সংশ্লিষ্ট মুক্তিযোদ্ধার নাম, পিতার নাম ও ঠিকানা সম্বলিত তালিকা এবং আবেদনে উল্লিখিত মুক্তিযোদ্ধার নাম, পিতার নাম ও ঠিকানার সাথে প্রার্থীর উপস্থাপিত "লাল মুক্তিবার্তা" কিংবা "ভারতীয় তালিকা"র নাম, পিতার নাম ও ঠিকানা এক ও অভিন্ন হতে হবে।: [921, 1701, 1508, 1759]
- office-name: হিসাব মহানিয়ন্ত্রক এর কার্যালয়: [377, 179, 523, 194]
- sms-instruction: Reply : Applicant's Name, TK. 112/- will be charged as application fee. Your PIN is XXXXXX.: [889, 1118, 1395, 1132]
- list-item: (viii) খ. ii. গেজেট ও মাননীয় প্রধানমন্ত্রী প্রতিস্বাক্ষরিত বাংলাদেশ মুক্তিযোদ্ধা সংসদ (বামুস) কর্তৃক প্রদত্ত সনদ: [921, 1820, 1385, 1833]
- date-label: তারিখঃ: [1339, 268, 1371, 280]
- list-item: (viii) ক. মুক্তিযোদ্ধার নাম সম্বলিত "লাল মুক্তিবার্তা" অথবা "ভারতীয় তালিকা"র সত্যায়িত কপি এবং মুক্তিযুদ্ধ বিষয়ক মন্ত্রণালয়ের website-এ প্রকাশিত সংশ্লিষ্ট মুক্তিযোদ্ধার নাম, পিতার নাম ও ঠিকানা সম্বলিত তালিকা এবং আবেদনে উল্লিখিত মুক্তিযোদ্ধার নাম, পিতার নাম ও ঠিকানার সাথে প্রার্থীর উপস্থাপিত "লাল মুক্তিবার্তা" কিংবা "ভারতীয় তালিকা"র নাম, পিতার নাম ও ঠিকানা এক ও অভিন্ন হতে হবে।: [197, 1653, 784, 1711]
- list-item: (viii) খ. iii. গেজেট, সাময়িক সনদ, ও বামুস সনদ এর কপি প্রার্থীকে উল্লিখিত মুক্তিযোদ্ধার নাম, পিতার নাম ও ঠিকানার সাথে প্রার্থীর উপস্থাপিত গেজেট ও সাময়িক সনদ/গেজেট ও বামুস সনদ/গেজেট ও সাময়িক সনদ ও বামুস সনদ এর নাম, পিতার নাম ও ঠিকানা এবং মুক্তিযুদ্ধ বিষয়ক মন্ত্রণালয়ের website-এ প্রকাশিত মুক্তিযোদ্ধার নাম, পিতার নাম ও ঠিকানা এক ও অভিন্ন হতে হবে।: [197, 1801, 784, 1859]
- list-item: (ii) মুক্তিযোদ্ধা/শহীদ মুক্তিযোদ্ধাদের পুত্র-কন্যা এবং শারীরিক প্রতিবন্ধী প্রার্থীদের ক্ষেত্রে ১৮-৩২ বছর।: [138, 540, 547, 553]
- ad-header: [117, 160, 784, 313]
- sms-instruction: Example: CGA Yes XXXXXX: [165, 1100, 320, 1114]
- mujib-100-caption: মুজিব ১০০: [663, 232, 712, 248]
- list-item: (খ) online-এ আবেদনপত্রে প্রার্থী তাঁর স্বাক্ষর (দৈর্ঘ্য ৩০০× প্রস্থ ৮০ pixel) ও রঙিন ছবি (দৈর্ঘ্য ৩০০× প্রস্থ ৩০০ pixel) স্ক্যান করে নির্ধারিত স্থানে Upload করবেন।: [138, 814, 784, 841]
- table-header: শূন্য পদের সংখ্যা: [1036, 384, 1124, 438]
- list-item: (জ) শুধু টেলিটক প্রি-পেইড মোবাইল ফোন থেকে প্রার্থীগণ নিম্নবর্ণিত SMS পদ্ধতি অনুসরণ করে নিজ নিজ User ID এবং Password পুনরুদ্ধার করতে পারবেন।: [861, 1343, 1508, 1371]
- list-item: (ছ) SMS-এ প্রেরিত User ID এবং Password ব্যবহার করে পরবর্তীতে রোল নম্বর, পদের নাম, ছবি, পরীক্ষার তারিখ, সময় ও কেন্দ্রের নাম ইত্যাদি তথ্য সম্বলিত প্রবেশপত্র প্রার্থী download পূর্বক Print (রঙিন) করবেন। প্রার্থী প্রবেশপত্রটি লিখিত পরীক্ষায় অংশগ্রহণের সময় এবং উত্তীর্ণ হলে মৌখিক পরীক্ষার সময় অবশ্যই প্রদর্শন করবেন।: [861, 1284, 1508, 1326]
- signature-image: [402, 2182, 499, 2214]
- list-item: বিশেষভাবে উল্লেখ্য, "online-এ আবেদনপত্রের সকল অংশ পূরণ করে Submit করা হলেও পরীক্ষার ফি জমা না দেয়া পর্যন্ত আবেদনপত্র কোনো অবস্থাতেই গৃহীত হবে না।": [165, 1009, 784, 1037]
- list-item: ৮। আবেদনপত্র পূরণ সংক্রান্ত শর্তাবলীঃ: [840, 757, 1004, 770]
- list-item: অথবা: [1001, 1805, 1025, 1817]
- list-item: উক্ত সময়সীমার মধ্যে User ID প্রাপ্ত প্রার্থীগণ online-এ আবেদনপত্রের Submit-এর সময় থেকে পরবর্তী ৭২(বাহাত্তর) ঘন্টার মধ্যে SMS এর মাধ্যমে পরীক্ষার ফি জমা দিতে পারবেন।: [165, 784, 784, 811]
- table-index: (৪): [1124, 438, 1285, 460]
- list-item: (ii) প্রার্থী যে ইউনিয়ন পরিষদ/পৌরসভার বাসিন্দা সে ইউনিয়ন পরিষদের চেয়ারম্যান/পৌরসভার মেয়র/সিটি কর্পোরেশনের ওয়ার্ড কাউন্সিলর কর্তৃক প্রদত্ত নাগরিকত্বের সনদপত্র।: [889, 1538, 1508, 1566]
- list-item: (iv) বয়স প্রমাণের ক্ষেত্রে এফিডেভিট গ্রহণযোগ্য নয়।: [861, 618, 1082, 631]
- table-cell: ৫৩০ (পাঁচশত ত্রিশ) টি: [351, 444, 471, 482]
- portrait-figure: [681, 175, 726, 231]
- table-header-row: [117, 384, 784, 422]
- table-cell: ৪৫৭ (চারশত সাতান্ন)টি: [1036, 460, 1124, 530]
- table-header: ক্রমিক নং: [117, 384, 166, 422]
- signatory-role: সভাপতি: [432, 2267, 469, 2279]
- sms-instruction: দ্বিতীয় SMS: CGA<space> Yes <space> PIN লিখে send করতে হবে 16222 নম্বরে।: [889, 1133, 1303, 1147]
- list-item: ৩। সরকারি, আধাসরকারি ও স্বায়ত্তশাসিত সংস্থায় চাকরিরত প্রার্থীদের অবশ্যই যথাযথ কর্তৃপক্ষের অনুমতি নিয়ে আবেদন করতে হবে। অনুমতির কপি মৌখিক পরীক্ষার সময় উপস্থাপন করতে হবে।: [840, 663, 1508, 692]
- building-name: হিসাব ভবন: [422, 197, 478, 212]
- conditions-list: [840, 558, 1508, 2148]
- list-item: (iii) শারীরিক প্রতিবন্ধী প্রার্থীর ক্ষেত্রে সমাজসেবা কার্যালয় কর্তৃক প্রদত্ত সনদপত্রের কপি।: [165, 1520, 519, 1533]
- list-item: (iv) বয়স প্রমাণের ক্ষেত্রে এফিডেভিট গ্রহণযোগ্য নয়।: [138, 570, 358, 583]
- list-item: ১২। online-এ আবেদন করতে কোন সমস্যা হলে টেলিটক নম্বর থেকে ১২১ নম্বরে অথবা ০১৫০০১২১১২১ নম্বরে কল করা যাবে অথবা, vas.query@teletalk.com.bd ই-মেইল এ যোগাযোগ করা যাবে।: [117, 2039, 784, 2067]
- list-item: ৪। লিখিত ও মৌখিক পরীক্ষায় অংশগ্রহণের জন্য কোন প্রকার টিএ/ডিএ প্রদান করা হবে না।: [117, 646, 485, 659]
- ad-dates: [679, 257, 752, 286]
- list-item: ৯। প্রার্থীর যোগ্যতা যাচাইঃ: [840, 1434, 955, 1447]
- table-index: (১): [841, 438, 883, 460]
- list-item: ৪। লিখিত ও মৌখিক পরীক্ষায় অংশগ্রহণের জন্য কোন প্রকার টিএ/ডিএ প্রদান করা হবে না।: [840, 694, 1209, 707]
- list-item: (viii) মুক্তিযোদ্ধা/শহীদ মুক্তিযোদ্ধাদের পুত্র/কন্যাদের ক্ষেত্রে বয়স সর্বোচ্চ ৩২ বছর পর্যন্ত শিথিলযোগ্য। কোনো প্রার্থী মুক্তিযোদ্ধা/শহীদ মুক্তিযোদ্ধার পুত্র/কন্যা এবং পুত্র/কন্যার পুত্র-কন্যা হলে তিনি আবেদনপত্রে উল্লেখ করবেন সে ক্ষেত্রে সংশ্লিষ্ট মুক্তিযোদ্ধার প্রমাণক হিসেবে মুক্তিযুদ্ধ বিষয়ক মন্ত্রণালয়ের ১৯/০৬/২০১৭ তারিখের ৪৮.০০.০০০০.০০৪.৩৩.০১০.২০১৭-৭৭২ নম্বর পরিপত্রের নির্দেশনা অনুযায়ী প্রার্থীকে নিম্নোক্ত কাগজপত্র/তথ্যাদিসহ দাখিল করতে হবে:: [889, 1642, 1508, 1699]
- list-item: (খ) মৌখিক পরীক্ষার সময় নিম্নবর্ণিত কাগজপত্রাদির মূল কপি প্রদর্শন করতে হবে এবং ন্যূনতম ৯ম গ্রেডভুক্ত গেজেটেড কর্মকর্তা কর্তৃক প্রত্যয়িত ০১টি করে সত্যায়িত ফটোকপি দাখিল করতে হবেঃ: [861, 1494, 1508, 1522]
- list-item: (ক) প্রার্থী কর্তৃক প্রদত্ত কোনো তথ্য বা দাখিলকৃত কাগজপত্র জাল, মিথ্যা বা ভুয়া প্রমাণিত হলে কিংবা পরীক্ষায় নকল বা অসদুপায় অবলম্বন করলে, সংশ্লিষ্ট প্রার্থীর প্রার্থিতা বাতিল করা হবে এবং তাঁর বিরুদ্ধে যথাযথ আইনানুগ ব্যবস্থা গ্রহণ করা হবে। ভুল তথ্য/জাল কাগজপত্র প্রদর্শিত হলে যে কোনো পর্যায়ে যে কোনো প্রার্থীর প্রার্থিতা বাতিল করার ক্ষমতা কর্তৃপক্ষ সংরক্ষণ করেন।: [861, 1450, 1508, 1492]
- mujib-100-portrait: [1381, 165, 1476, 253]
- list-item: ৬। কর্তৃপক্ষ পদের সংখ্যা হ্রাস/বৃদ্ধি এবং নিয়োগ বিজ্ঞপ্তি বাতিল/সংশোধন করার অধিকার সংরক্ষণ করেন।: [117, 677, 537, 690]
- masthead-day: শুক্রবার: [96, 84, 144, 101]
- list-item: ৫। চাকরিতে নিয়োগ প্রাপ্তদের বাংলাদেশের যে কোন জায়গায় অবস্থিত হিসাব মহানিয়ন্ত্রক কার্যালয়ের নিয়ন্ত্রণাধীন যে কোন কার্যালয়ে পদস্থাপন করা হবে।: [117, 662, 724, 675]
- list-item: (ছ) SMS-এ প্রেরিত User ID এবং Password ব্যবহার করে পরবর্তীতে রোল নম্বর, পদের নাম, ছবি, পরীক্ষার তারিখ, সময় ও কেন্দ্রের নাম ইত্যাদি তথ্য সম্বলিত প্রবেশপত্র প্রার্থী download পূর্বক Print (রঙিন) করবেন। প্রার্থী প্রবেশপত্রটি লিখিত পরীক্ষায় অংশগ্রহণের সময় এবং উত্তীর্ণ হলে মৌখিক পরীক্ষার সময় অবশ্যই প্রদর্শন করবেন।: [138, 1236, 784, 1278]
